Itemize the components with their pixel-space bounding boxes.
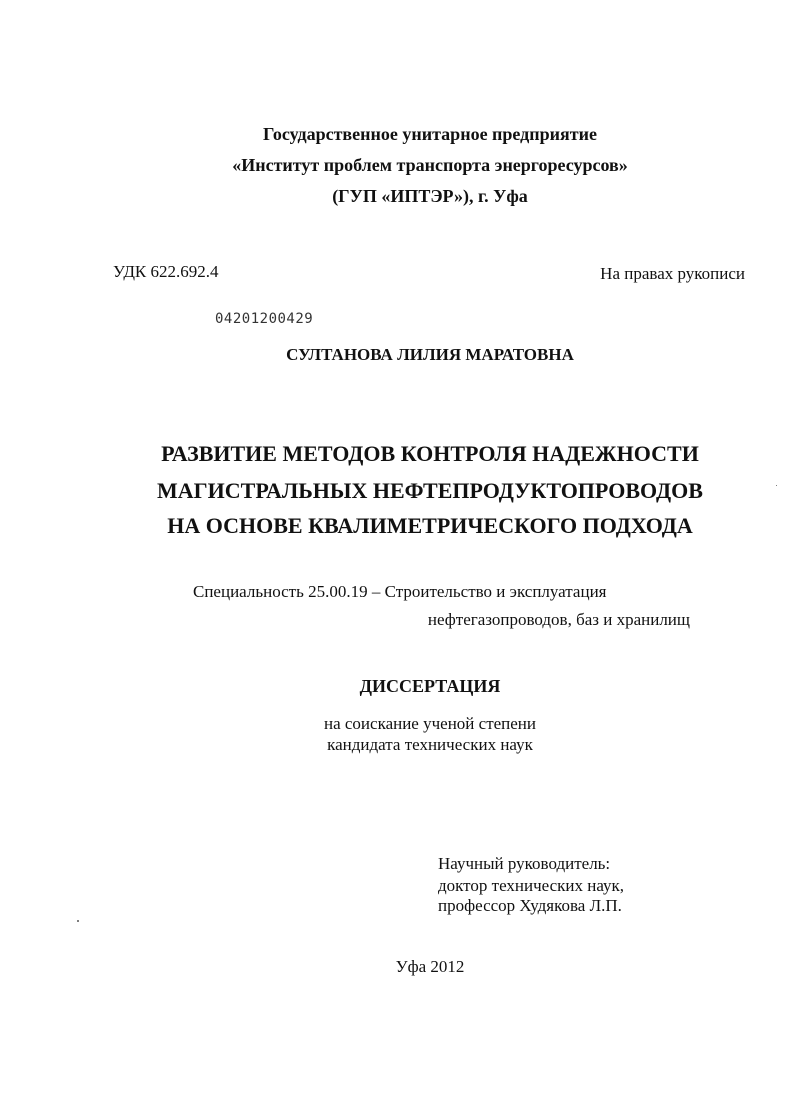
place-and-year: Уфа 2012 <box>395 957 465 976</box>
supervisor-line-2: доктор технических наук, <box>438 876 625 895</box>
degree-line-2: кандидата технических наук <box>327 735 533 754</box>
organization-line-1: Государственное унитарное предприятие <box>263 124 597 144</box>
scan-speck <box>776 485 777 486</box>
manuscript-note: На правах рукописи <box>600 264 745 283</box>
specialty-line-1: Специальность 25.00.19 – Строительство и эксплуатация <box>193 582 607 601</box>
document-type: ДИССЕРТАЦИЯ <box>359 676 501 696</box>
scan-speck <box>77 920 79 922</box>
specialty-line-2: нефтегазопроводов, баз и хранилищ <box>427 610 690 629</box>
title-line-3: НА ОСНОВЕ КВАЛИМЕТРИЧЕСКОГО ПОДХОДА <box>167 513 693 538</box>
organization-line-3: (ГУП «ИПТЭР»), г. Уфа <box>332 186 528 206</box>
organization-line-2: «Институт проблем транспорта энергоресурсов» <box>232 155 628 175</box>
author-name: СУЛТАНОВА ЛИЛИЯ МАРАТОВНА <box>286 345 574 364</box>
supervisor-line-3: профессор Худякова Л.П. <box>438 896 622 915</box>
registration-number: 04201200429 <box>215 311 314 327</box>
degree-line-1: на соискание ученой степени <box>323 714 537 733</box>
title-line-1: РАЗВИТИЕ МЕТОДОВ КОНТРОЛЯ НАДЕЖНОСТИ <box>161 441 699 466</box>
supervisor-line-1: Научный руководитель: <box>438 854 611 873</box>
title-line-2: МАГИСТРАЛЬНЫХ НЕФТЕПРОДУКТОПРОВОДОВ <box>157 478 703 503</box>
udk-code: УДК 622.692.4 <box>113 262 219 281</box>
